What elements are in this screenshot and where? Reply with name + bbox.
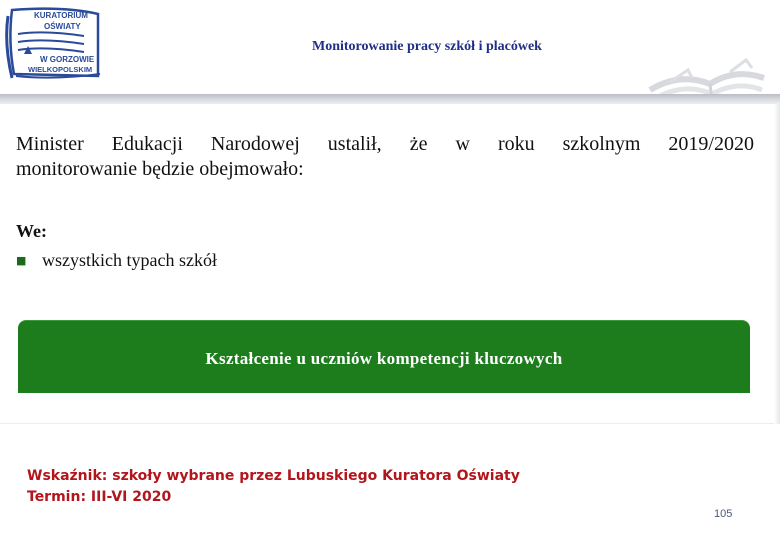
intro-paragraph [16, 132, 754, 182]
logo-text-line2: OŚWIATY [44, 22, 81, 31]
indicator-note [27, 466, 520, 508]
header-divider-band [0, 94, 780, 104]
intro-word: Edukacji [111, 133, 183, 155]
intro-word: roku [497, 133, 535, 155]
intro-line-1 [16, 132, 754, 157]
scope-label: We: [16, 221, 47, 241]
intro-word: Minister [16, 133, 84, 155]
deadline-line: Termin: III-VI 2020 [27, 489, 172, 505]
logo-text-line1: KURATORIUM [34, 11, 88, 20]
intro-word: 2019/2020 [668, 133, 754, 155]
kuratorium-logo [4, 4, 102, 80]
highlight-text: Kształcenie u uczniów kompetencji kluczowych [205, 349, 563, 368]
intro-word: w [455, 133, 470, 155]
logo-text-line3: W GORZOWIE [40, 55, 95, 64]
list-item-text: wszystkich typach szkół [42, 250, 217, 270]
intro-line-2: monitorowanie będzie obejmowało: [16, 158, 304, 180]
square-bullet-icon: ■ [16, 254, 27, 267]
page-title: Monitorowanie pracy szkół i placówek [312, 39, 542, 54]
content-panel-edge [774, 104, 780, 424]
slide-header [0, 0, 780, 103]
kuratorium-logo-graphic [4, 4, 102, 80]
intro-word: szkolnym [562, 133, 641, 155]
intro-word: Narodowej [210, 133, 300, 155]
page-number: 105 [714, 508, 733, 520]
list-item [16, 250, 217, 271]
logo-text-line4: WIELKOPOLSKIM [28, 65, 93, 74]
intro-word: ustalił, [327, 133, 382, 155]
indicator-line: Wskaźnik: szkoły wybrane przez Lubuskiego Kuratora Oświaty [27, 468, 520, 484]
intro-word: że [409, 133, 428, 155]
highlight-box [18, 320, 750, 393]
